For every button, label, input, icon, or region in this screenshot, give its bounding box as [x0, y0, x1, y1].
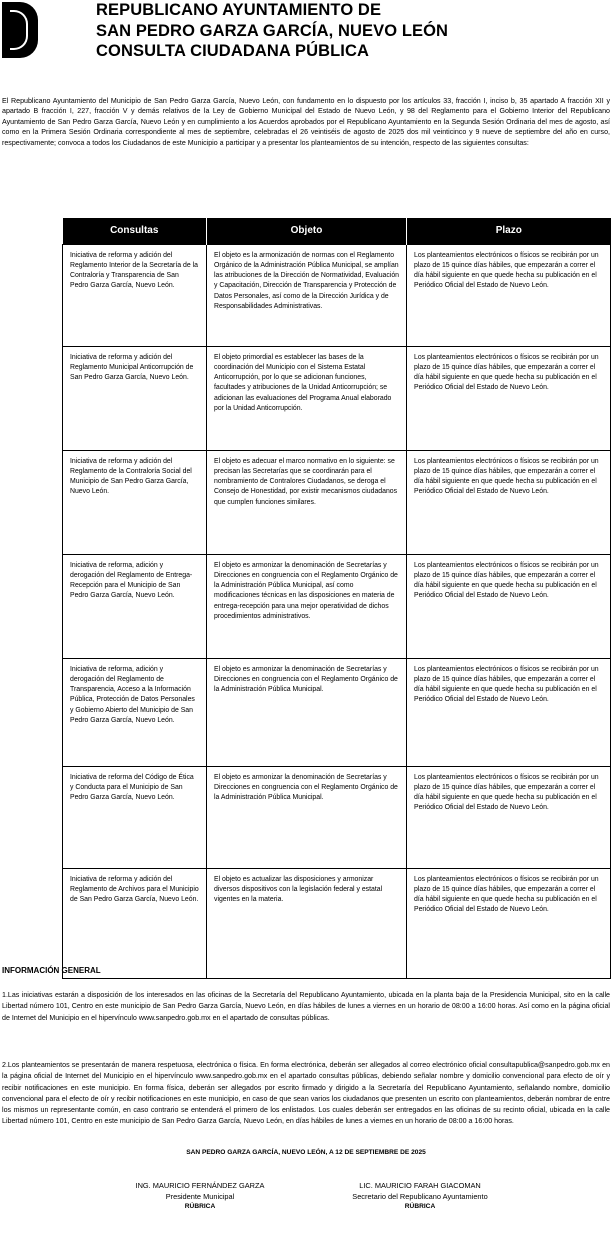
general-info-heading: INFORMACIÓN GENERAL [2, 966, 101, 975]
intro-paragraph: El Republicano Ayuntamiento del Municipio de San Pedro Garza García, Nuevo León, con fundamento en lo dispuesto por los artículos 33, fracción I, inciso b, 35 apartado A fracción XII y apartado B fracción I, 227, fracción V y demás relativos de la Ley de Gobierno Municipal del Estado de Nuevo León, y 98 del Reglamento para el Gobierno Interior del Republicano Ayuntamiento de San Pedro Garza García, Nuevo León y en cumplimiento a los Acuerdos aprobados por el Republicano Ayuntamiento en la Segunda Sesión Ordinaria del mes de agosto, así como en la Primera Sesión Ordinaria correspondiente al mes de septiembre, celebradas el 26 veintiséis de agosto de 2025 dos mil veinticinco y 9 nueve de septiembre del año en curso, respectivamente; convoca a todos los Ciudadanos de este Municipio a participar y a presentar los planteamientos de su intención, respecto de las siguientes consultas: [2, 97, 610, 147]
signer-role: Presidente Municipal [165, 1191, 235, 1201]
objeto-cell: El objeto es armonizar la denominación de Secretarías y Direcciones en congruencia con el Reglamento Orgánico de la Administración Pública Municipal, así como modificaciones técnicas en las disposiciones en materia de entrega-recepción para una mejor operatividad de dichos procedimientos administrativos. [207, 554, 407, 658]
consulta-cell: Iniciativa de reforma y adición del Reglamento Interior de la Secretaría de la Contraloría y Transparencia de San Pedro Garza García, Nuevo León. [63, 244, 207, 346]
title-line: SAN PEDRO GARZA GARCÍA, NUEVO LEÓN [96, 21, 449, 40]
table-row [63, 554, 611, 658]
signer-name: LIC. MAURICIO FARAH GIACOMAN [359, 1181, 481, 1190]
plazo-cell: Los planteamientos electrónicos o físicos se recibirán por un plazo de 15 quince días hábiles, que empezarán a correr el día hábil siguiente en que quede hecha su publicación en el Periódico Oficial del Estado de Nuevo León. [407, 244, 611, 346]
signature-mark: RÚBRICA [404, 1203, 436, 1210]
signer-role: Secretario del Republicano Ayuntamiento [352, 1191, 488, 1201]
consulta-cell: Iniciativa de reforma y adición del Reglamento Municipal Anticorrupción de San Pedro Garza García, Nuevo León. [63, 346, 207, 450]
signature-block-secretary [300, 1181, 540, 1213]
plazo-cell: Los planteamientos electrónicos o físicos se recibirán por un plazo de 15 quince días hábiles, que empezarán a correr el día hábil siguiente en que quede hecha su publicación en el Periódico Oficial del Estado de Nuevo León. [407, 346, 611, 450]
plazo-cell: Los planteamientos electrónicos o físicos se recibirán por un plazo de 15 quince días hábiles, que empezarán a correr el día hábil siguiente en que quede hecha su publicación en el Periódico Oficial del Estado de Nuevo León. [407, 766, 611, 868]
table-row [63, 450, 611, 554]
column-header-consultas: Consultas [63, 218, 207, 244]
document-title [96, 0, 596, 62]
consulta-cell: Iniciativa de reforma del Código de Ética y Conducta para el Municipio de San Pedro Garza García, Nuevo León. [63, 766, 207, 868]
column-header-objeto: Objeto [207, 218, 407, 244]
table-row [63, 346, 611, 450]
title-line: CONSULTA CIUDADANA PÚBLICA [96, 42, 369, 60]
table-row [63, 868, 611, 978]
municipal-logo [2, 2, 38, 58]
table-row [63, 244, 611, 346]
table-header-row [63, 218, 611, 244]
general-info-paragraph-1: 1.Las iniciativas estarán a disposición de los interesados en las oficinas de la Secretaría del Republicano Ayuntamiento, ubicada en la planta baja de la Presidencia Municipal, sito en la calle Libertad número 101, Centro en este municipio de San Pedro Garza García, Nuevo León, en días hábiles de lunes a viernes en un horario de 08:00 a 16:00 horas. Así como en la página oficial de Internet del Municipio en el hipervínculo www.sanpedro.gob.mx en el apartado de consultas públicas. [2, 991, 610, 1022]
plazo-cell: Los planteamientos electrónicos o físicos se recibirán por un plazo de 15 quince días hábiles, que empezarán a correr el día hábil siguiente en que quede hecha su publicación en el Periódico Oficial del Estado de Nuevo León. [407, 868, 611, 978]
plazo-cell: Los planteamientos electrónicos o físicos se recibirán por un plazo de 15 quince días hábiles, que empezarán a correr el día hábil siguiente en que quede hecha su publicación en el Periódico Oficial del Estado de Nuevo León. [407, 450, 611, 554]
objeto-cell: El objeto es actualizar las disposiciones y armonizar diversos dispositivos con la legislación federal y estatal vigentes en la materia. [207, 868, 407, 978]
column-header-plazo: Plazo [407, 218, 611, 244]
consultations-table [62, 218, 610, 979]
plazo-cell: Los planteamientos electrónicos o físicos se recibirán por un plazo de 15 quince días hábiles, que empezarán a correr el día hábil siguiente en que quede hecha su publicación en el Periódico Oficial del Estado de Nuevo León. [407, 554, 611, 658]
document-header [0, 0, 612, 76]
consulta-cell: Iniciativa de reforma y adición del Reglamento de Archivos para el Municipio de San Pedro Garza García, Nuevo León. [63, 868, 207, 978]
general-info-paragraph-2: 2.Los planteamientos se presentarán de manera respetuosa, electrónica o física. En forma electrónica, deberán ser allegados al correo electrónico oficial consultapublica@sanpedro.gob.mx en la página oficial de Internet del Municipio en el hipervínculo www.sanpedro.gob.mx en el apartado consultas públicas, debiendo señalar nombre y domicilio convencional para efecto de oír y recibir notificaciones en este municipio. En forma física, deberán ser allegados por escrito firmado y dirigido a la Secretaría del Republicano Ayuntamiento, señalando nombre, domicilio convencional para el efecto de oír y recibir notificaciones en este municipio, en caso de que sean varios los ciudadanos que presenten un escrito con planteamientos, deberán nombrar de entre los mismos un representante común, en caso contrario se entenderá el primero de los enlistados. Los cuales deberán ser entregados en las oficinas de su recinto oficial, ubicada en la calle Libertad número 101, Centro en este municipio de San Pedro Garza García, Nuevo León, en días hábiles de lunes a viernes en un horario de 08:00 a 16:00 horas. [2, 1061, 610, 1126]
objeto-cell: El objeto es armonizar la denominación de Secretarías y Direcciones en congruencia con el Reglamento Orgánico de la Administración Pública Municipal. [207, 658, 407, 766]
title-line: REPUBLICANO AYUNTAMIENTO DE [96, 1, 382, 19]
table-row [63, 766, 611, 868]
plazo-cell: Los planteamientos electrónicos o físicos se recibirán por un plazo de 15 quince días hábiles, que empezarán a correr el día hábil siguiente en que quede hecha su publicación en el Periódico Oficial del Estado de Nuevo León. [407, 658, 611, 766]
signature-block-president [80, 1181, 320, 1213]
signature-mark: RÚBRICA [184, 1203, 216, 1210]
consulta-cell: Iniciativa de reforma, adición y derogación del Reglamento de Transparencia, Acceso a la Información Pública, Protección de Datos Personales y Gobierno Abierto del Municipio de San Pedro Garza García, Nuevo León. [63, 658, 207, 766]
objeto-cell: El objeto primordial es establecer las bases de la coordinación del Municipio con el Sistema Estatal Anticorrupción, por lo que se adicionan funciones, facultades y atribuciones de la Unidad Anticorrupción; se adicionan las evaluaciones del Programa Anual elaborado por la Unidad Anticorrupción. [207, 346, 407, 450]
objeto-cell: El objeto es armonizar la denominación de Secretarías y Direcciones en congruencia con el Reglamento Orgánico de la Administración Pública Municipal. [207, 766, 407, 868]
table-row [63, 658, 611, 766]
consulta-cell: Iniciativa de reforma y adición del Reglamento de la Contraloría Social del Municipio de San Pedro Garza García, Nuevo León. [63, 450, 207, 554]
signer-name: ING. MAURICIO FERNÁNDEZ GARZA [135, 1181, 265, 1190]
objeto-cell: El objeto es adecuar el marco normativo en lo siguiente: se precisan las Secretarías que se coordinarán para el nombramiento de Contralores Ciudadanos, se deroga el Consejo de Honestidad, por existir mecanismos ciudadanos que cumplen funciones similares. [207, 450, 407, 554]
place-and-date: SAN PEDRO GARZA GARCÍA, NUEVO LEÓN, A 12 DE SEPTIEMBRE DE 2025 [186, 1149, 426, 1156]
objeto-cell: El objeto es la armonización de normas con el Reglamento Orgánico de la Administración Pública Municipal, se amplían las atribuciones de la Dirección de Normatividad, Evaluación y Capacitación, Dirección de Transparencia y Protección de Datos Personales, así como de la Dirección Jurídica y de Responsabilidades Administrativas. [207, 244, 407, 346]
consulta-cell: Iniciativa de reforma, adición y derogación del Reglamento de Entrega-Recepción para el Municipio de San Pedro Garza García, Nuevo León. [63, 554, 207, 658]
